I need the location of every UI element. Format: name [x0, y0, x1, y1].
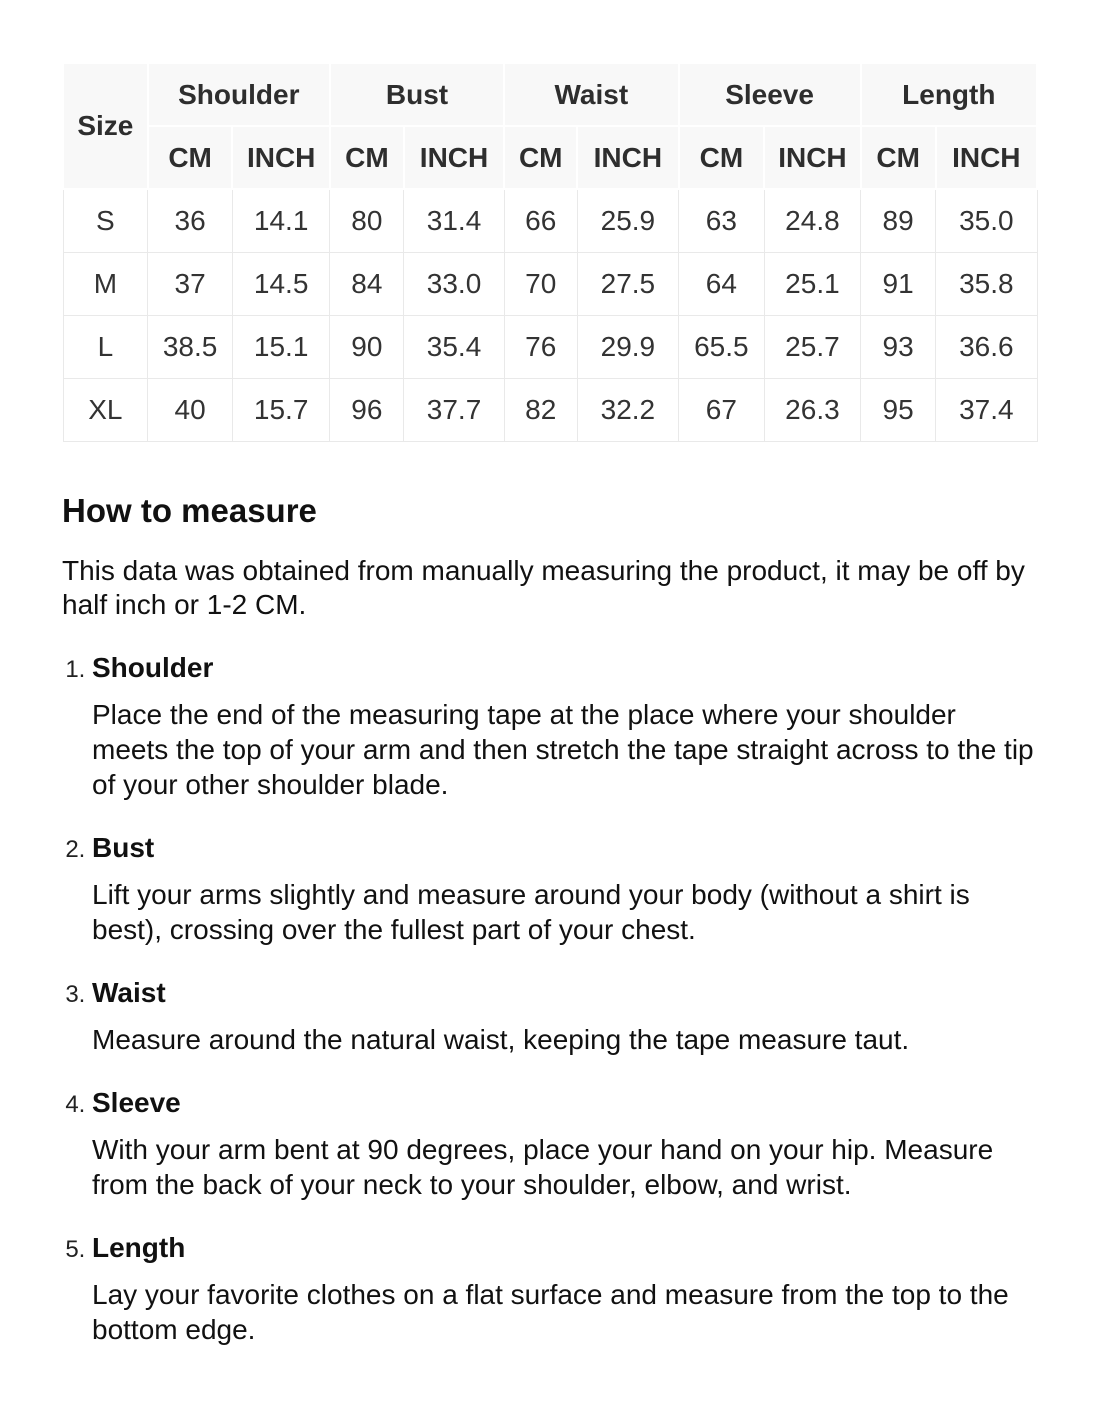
instruction-title: 1. Shoulder	[92, 651, 214, 683]
value-cell: 96	[330, 378, 404, 441]
size-cell: M	[63, 252, 148, 315]
instruction-body: Place the end of the measuring tape at the place where your shoulder meets the top of your arm and then stretch the tape straight across to the tip of your other shoulder blade.	[92, 698, 1034, 800]
value-cell: 37.4	[936, 378, 1037, 441]
value-cell: 63	[679, 189, 765, 252]
value-cell: 76	[504, 315, 577, 378]
instruction-item-shoulder	[92, 650, 1038, 802]
header-unit-row	[63, 126, 1037, 189]
value-cell: 27.5	[577, 252, 678, 315]
value-cell: 70	[504, 252, 577, 315]
instruction-title: 3. Waist	[92, 976, 166, 1008]
value-cell: 14.1	[232, 189, 329, 252]
instruction-body: Measure around the natural waist, keeping the tape measure taut.	[92, 1023, 910, 1055]
value-cell: 31.4	[404, 189, 504, 252]
measure-instructions-list	[62, 650, 1038, 1347]
unit-header-inch: INCH	[577, 126, 678, 189]
how-to-measure-heading: How to measure	[62, 491, 317, 529]
table-row-l	[63, 315, 1037, 378]
value-cell: 66	[504, 189, 577, 252]
table-row-xl	[63, 378, 1037, 441]
unit-header-inch: INCH	[404, 126, 504, 189]
unit-header-inch: INCH	[936, 126, 1037, 189]
value-cell: 37	[148, 252, 233, 315]
value-cell: 91	[861, 252, 936, 315]
unit-header-cm: CM	[148, 126, 233, 189]
measure-disclaimer: This data was obtained from manually measuring the product, it may be off by half inch or 1-2 CM.	[62, 554, 1025, 620]
value-cell: 15.1	[232, 315, 329, 378]
instruction-item-waist	[92, 975, 1038, 1057]
value-cell: 65.5	[679, 315, 765, 378]
value-cell: 14.5	[232, 252, 329, 315]
table-row-s	[63, 189, 1037, 252]
value-cell: 93	[861, 315, 936, 378]
value-cell: 89	[861, 189, 936, 252]
value-cell: 35.4	[404, 315, 504, 378]
instruction-title: 5. Length	[92, 1231, 186, 1263]
value-cell: 36.6	[936, 315, 1037, 378]
value-cell: 90	[330, 315, 404, 378]
unit-header-cm: CM	[679, 126, 765, 189]
value-cell: 37.7	[404, 378, 504, 441]
column-header-shoulder: Shoulder	[148, 63, 330, 126]
instruction-item-bust	[92, 830, 1038, 947]
instruction-body: With your arm bent at 90 degrees, place your hand on your hip. Measure from the back of your neck to your shoulder, elbow, and wrist.	[92, 1133, 994, 1200]
unit-header-inch: INCH	[764, 126, 860, 189]
value-cell: 25.9	[577, 189, 678, 252]
column-header-length: Length	[861, 63, 1037, 126]
instruction-title: 2. Bust	[92, 831, 155, 863]
size-chart-header	[63, 63, 1037, 189]
value-cell: 29.9	[577, 315, 678, 378]
column-header-waist: Waist	[504, 63, 678, 126]
instruction-item-length	[92, 1230, 1038, 1347]
value-cell: 84	[330, 252, 404, 315]
table-row-m	[63, 252, 1037, 315]
value-cell: 32.2	[577, 378, 678, 441]
value-cell: 95	[861, 378, 936, 441]
value-cell: 35.0	[936, 189, 1037, 252]
unit-header-cm: CM	[504, 126, 577, 189]
value-cell: 15.7	[232, 378, 329, 441]
value-cell: 25.1	[764, 252, 860, 315]
value-cell: 40	[148, 378, 233, 441]
value-cell: 82	[504, 378, 577, 441]
value-cell: 24.8	[764, 189, 860, 252]
column-header-bust: Bust	[330, 63, 504, 126]
value-cell: 80	[330, 189, 404, 252]
size-cell: L	[63, 315, 148, 378]
value-cell: 25.7	[764, 315, 860, 378]
value-cell: 36	[148, 189, 233, 252]
column-header-sleeve: Sleeve	[679, 63, 861, 126]
size-corner-header: Size	[63, 63, 148, 189]
value-cell: 38.5	[148, 315, 233, 378]
size-chart-body	[63, 189, 1037, 441]
unit-header-inch: INCH	[232, 126, 329, 189]
value-cell: 35.8	[936, 252, 1037, 315]
value-cell: 26.3	[764, 378, 860, 441]
unit-header-cm: CM	[861, 126, 936, 189]
size-cell: XL	[63, 378, 148, 441]
size-cell: S	[63, 189, 148, 252]
instruction-item-sleeve	[92, 1085, 1038, 1202]
header-group-row	[63, 63, 1037, 126]
value-cell: 64	[679, 252, 765, 315]
unit-header-cm: CM	[330, 126, 404, 189]
instruction-title: 4. Sleeve	[92, 1086, 181, 1118]
instruction-body: Lift your arms slightly and measure around your body (without a shirt is best), crossing over the fullest part of your chest.	[92, 878, 970, 945]
value-cell: 67	[679, 378, 765, 441]
size-chart-table	[62, 62, 1038, 442]
value-cell: 33.0	[404, 252, 504, 315]
instruction-body: Lay your favorite clothes on a flat surface and measure from the top to the bottom edge.	[92, 1278, 1009, 1345]
